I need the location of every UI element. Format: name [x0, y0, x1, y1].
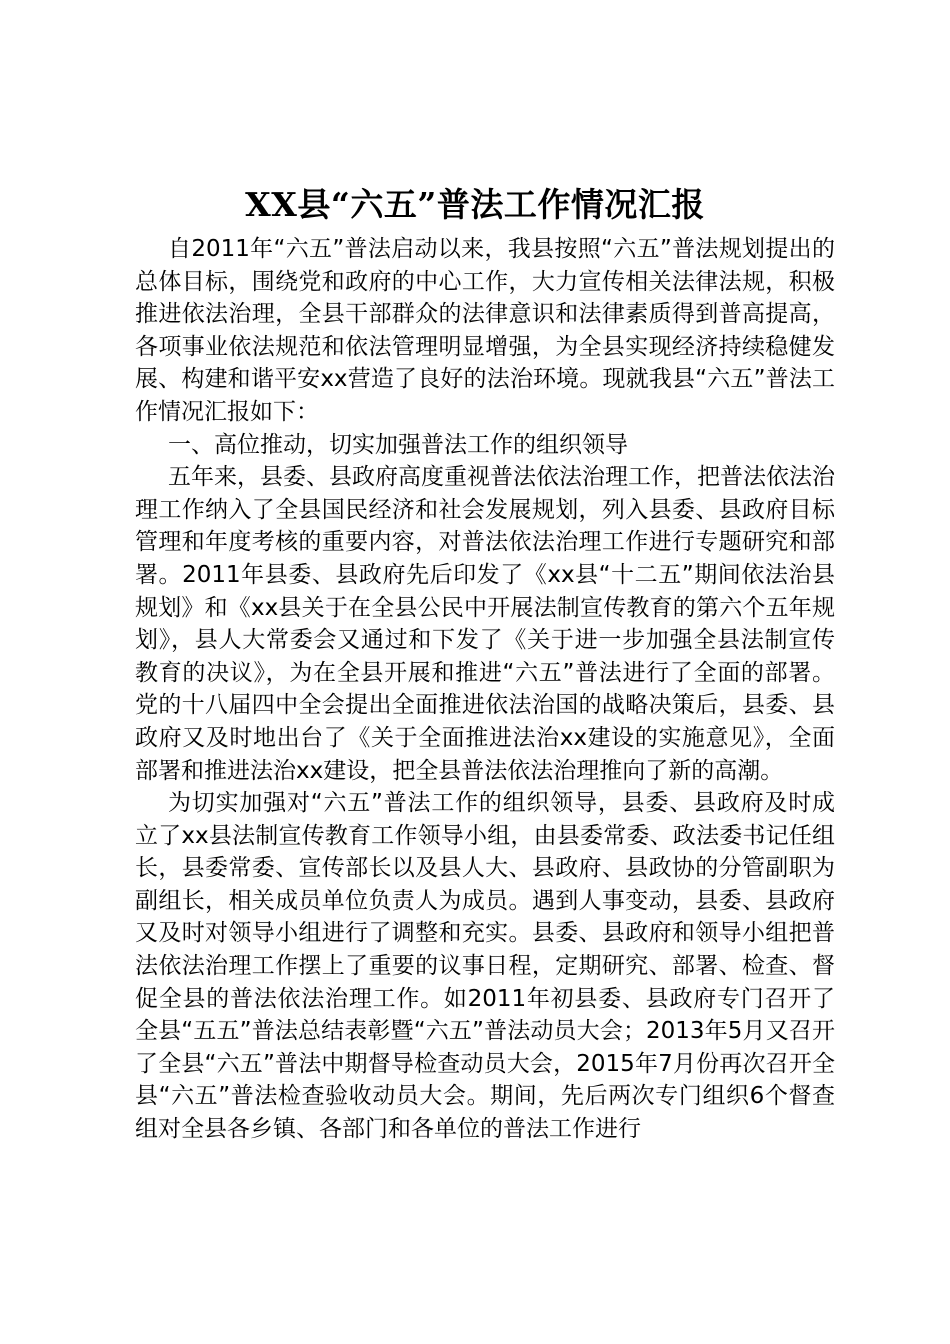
- paragraph-section-1-a: 五年来，县委、县政府高度重视普法依法治理工作，把普法依法治理工作纳入了全县国民经济和社会发展规划，列入县委、县政府目标管理和年度考核的重要内容，对普法依法治理工作进行专题研究和部署。2011年县委、县政府先后印发了《xx县“十二五”期间依法治县规划》和《xx县关于在全县公民中开展法制宣传教育的第六个五年规划》，县人大常委会又通过和下发了《关于进一步加强全县法制宣传教育的决议》，为在全县开展和推进“六五”普法进行了全面的部署。党的十八届四中全会提出全面推进依法治国的战略决策后，县委、县政府又及时地出台了《关于全面推进法治xx建设的实施意见》，全面部署和推进法治xx建设，把全县普法依法治理推向了新的高潮。: [135, 464, 835, 784]
- document-title: XX县“六五”普法工作情况汇报: [245, 185, 705, 224]
- section-heading-1: 一、高位推动，切实加强普法工作的组织领导: [168, 431, 628, 458]
- paragraph-intro: 自2011年“六五”普法启动以来，我县按照“六五”普法规划提出的总体目标，围绕党和政府的中心工作，大力宣传相关法律法规，积极推进依法治理，全县干部群众的法律意识和法律素质得到普高提高，各项事业依法规范和依法管理明显增强，为全县实现经济持续稳健发展、构建和谐平安xx营造了良好的法治环境。现就我县“六五”普法工作情况汇报如下：: [135, 236, 835, 425]
- paragraph-section-1-b: 为切实加强对“六五”普法工作的组织领导，县委、县政府及时成立了xx县法制宣传教育工作领导小组，由县委常委、政法委书记任组长，县委常委、宣传部长以及县人大、县政府、县政协的分管副职为副组长，相关成员单位负责人为成员。遇到人事变动，县委、县政府又及时对领导小组进行了调整和充实。县委、县政府和领导小组把普法依法治理工作摆上了重要的议事日程，定期研究、部署、检查、督促全县的普法依法治理工作。如2011年初县委、县政府专门召开了全县“五五”普法总结表彰暨“六五”普法动员大会；2013年5月又召开了全县“六五”普法中期督导检查动员大会，2015年7月份再次召开全县“六五”普法检查验收动员大会。期间，先后两次专门组织6个督查组对全县各乡镇、各部门和各单位的普法工作进行: [135, 790, 835, 1143]
- document-body: [135, 233, 835, 1146]
